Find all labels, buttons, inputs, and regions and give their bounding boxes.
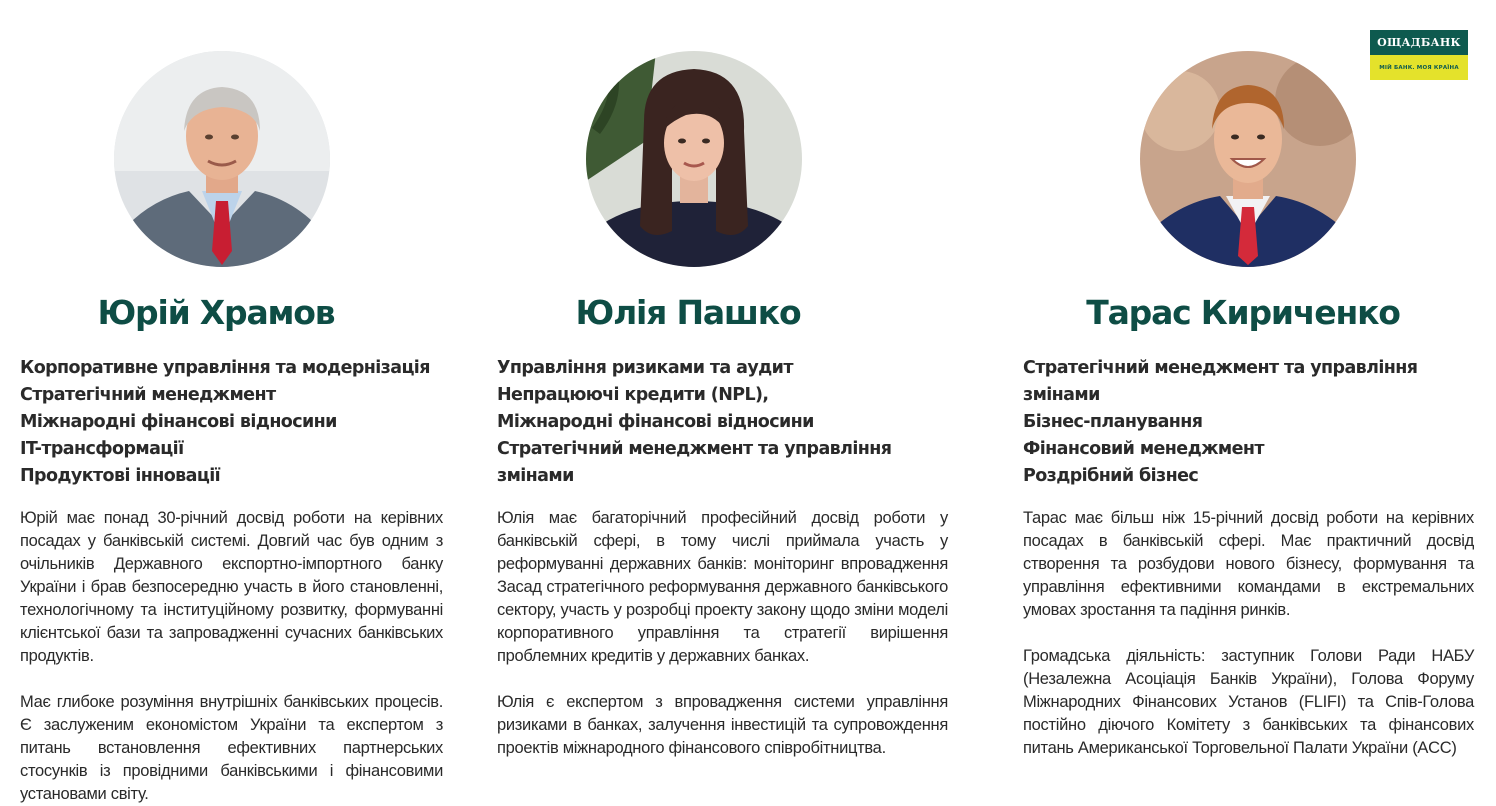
expertise-item: Роздрібний бізнес [1023, 466, 1199, 486]
bio-paragraph-1a: Юрій має понад 30-річний досвід роботи на керівних посадах у банківській системі. Довгий час був одним з очільників Державного експортно-імпортного банку України і брав безпосередню участь в його становленні, технологічному та інституційному розвитку, формуванні клієнтської бази та запровадженні сучасних банківських продуктів. [20, 509, 443, 665]
expertise-item: Міжнародні фінансові відносини [20, 412, 337, 432]
expertise-item: Стратегічний менеджмент та управління [497, 439, 892, 459]
portrait-2-illustration [586, 51, 802, 267]
expertise-item: Фінансовий менеджмент [1023, 439, 1264, 459]
expertise-item: Управління ризиками та аудит [497, 358, 793, 378]
person-name-3: Тарас Кириченко [1086, 293, 1400, 332]
person-name-2: Юлія Пашко [575, 293, 801, 332]
bio-paragraph-2b: Юлія є експертом з впровадження системи управління ризиками в банках, залучення інвестицій та супровождення проектів міжнародного фінансового співробітництва. [497, 693, 948, 757]
expertise-item: змінами [497, 466, 574, 486]
expertise-item: Стратегічний менеджмент [20, 385, 276, 405]
logo-slogan: МІЙ БАНК. МОЯ КРАЇНА [1370, 55, 1468, 80]
expertise-item: Продуктові інновації [20, 466, 220, 486]
expertise-item: Бізнес-планування [1023, 412, 1203, 432]
portrait-3-illustration [1140, 51, 1356, 267]
person-name-1: Юрій Храмов [97, 293, 335, 332]
portrait-photo-2 [586, 51, 802, 267]
expertise-item: Непрацюючі кредити (NPL), [497, 385, 769, 405]
bio-paragraph-1b: Має глибоке розуміння внутрішніх банківських процесів. Є заслуженим економістом України та експертом з питань встановлення ефективних партнерських стосунків із провідними банківськими і фінансовими установами світу. [20, 693, 443, 803]
expertise-item: Корпоративне управління та модернізація [20, 358, 430, 378]
bio-paragraph-2a: Юлія має багаторічний професійний досвід роботи у банківській сфері, в тому числі приймала участь у реформуванні державних банків: моніторинг впровадження Засад стратегічного реформування державного банківського сектору, участь у розробці проекту закону щодо зміни моделі корпоративного управління та стратегії вирішення проблемних кредитів у державних банках. [497, 509, 948, 665]
expertise-list-2 [497, 355, 891, 490]
expertise-item: Міжнародні фінансові відносини [497, 412, 814, 432]
expertise-item: змінами [1023, 385, 1100, 405]
portrait-photo-1 [114, 51, 330, 267]
expertise-list-1 [20, 355, 430, 490]
expertise-item: IT-трансформації [20, 439, 184, 459]
oschadbank-logo [1370, 30, 1468, 80]
bio-paragraph-3a: Тарас має більш ніж 15-річний досвід роботи на керівних посадах в банківській сфері. Має практичний досвід створення та розбудови нового бізнесу, формування та управління ефективними командами в екстремальних умовах зростання та падіння ринків. [1023, 509, 1474, 619]
portrait-1-illustration [114, 51, 330, 267]
bio-paragraph-3b: Громадська діяльність: заступник Голови Ради НАБУ (Незалежна Асоціація Банків України), Голова Форуму Міжнародних Фінансових Установ (FLIFI) та Спів-Голова постійно діючого Комітету з банківських та фінансових питань Американської Торговельної Палати України (ACC) [1023, 647, 1474, 757]
expertise-list-3 [1023, 355, 1417, 490]
expertise-item: Стратегічний менеджмент та управління [1023, 358, 1418, 378]
logo-wordmark: ОЩАДБАНК [1370, 30, 1468, 55]
portrait-photo-3 [1140, 51, 1356, 267]
